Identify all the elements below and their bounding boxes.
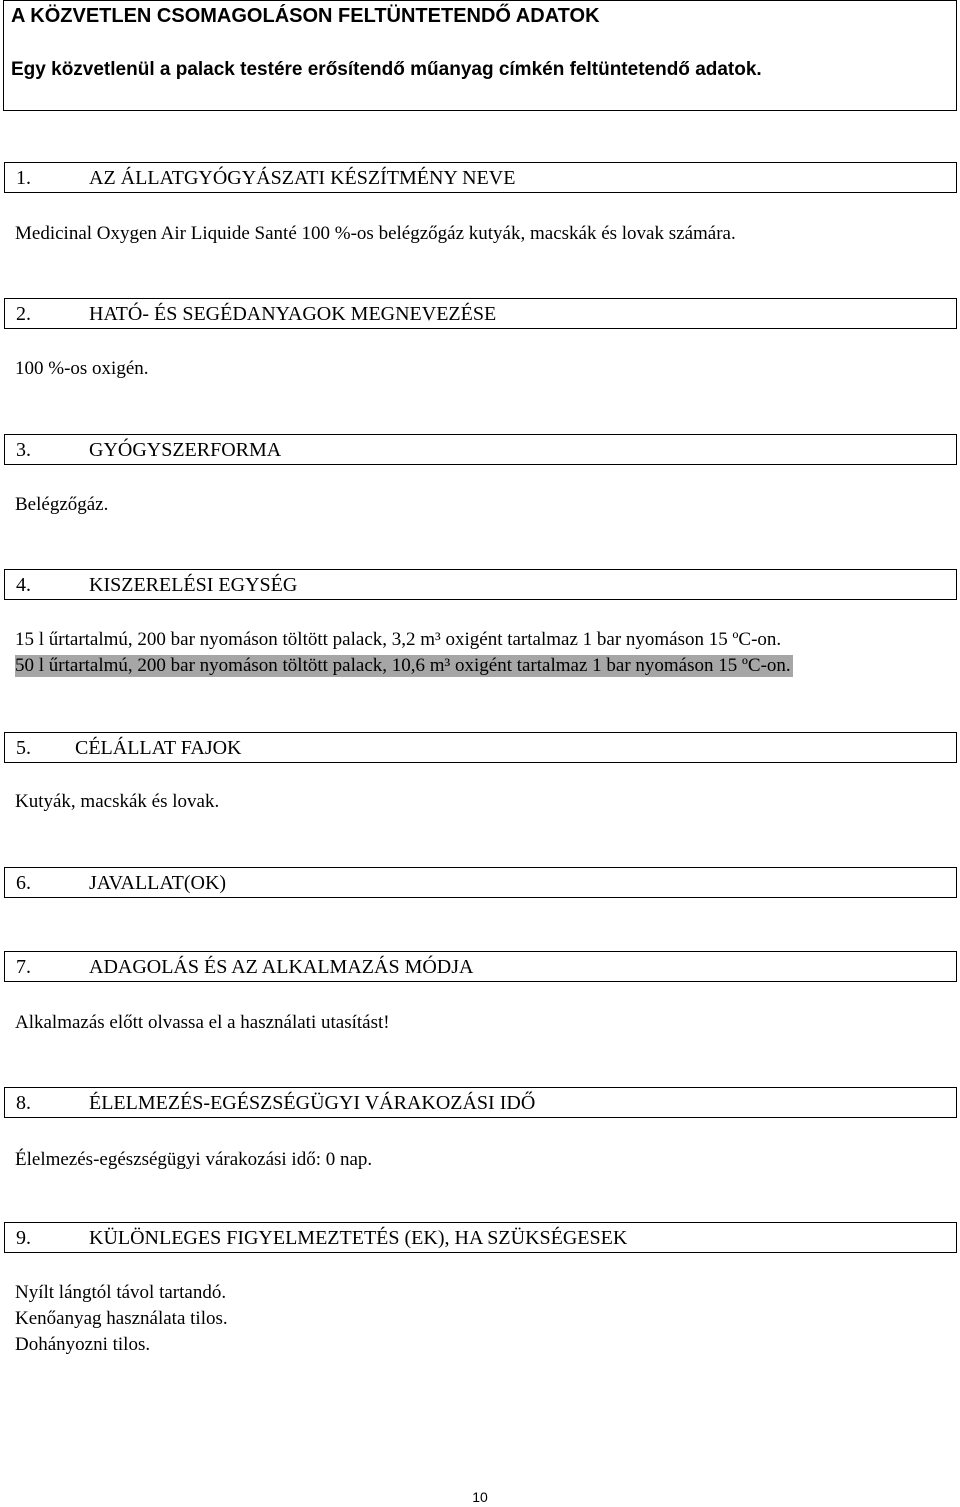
section-title: JAVALLAT(OK) [89, 872, 227, 894]
page-number: 10 [472, 1489, 488, 1505]
section-7-heading [4, 951, 957, 982]
section-8-text: Élelmezés-egészségügyi várakozási idő: 0 nap. [15, 1149, 373, 1170]
section-8-heading [4, 1087, 957, 1118]
section-title: GYÓGYSZERFORMA [89, 439, 282, 461]
section-3-heading [4, 434, 957, 465]
section-1-text: Medicinal Oxygen Air Liquide Santé 100 %-os belégzőgáz kutyák, macskák és lovak számára. [15, 223, 736, 244]
section-9-text-line-1: Nyílt lángtól távol tartandó. [15, 1282, 227, 1303]
section-number: 2. [16, 303, 31, 325]
section-3-text: Belégzőgáz. [15, 494, 109, 515]
section-title: ÉLELMEZÉS-EGÉSZSÉGÜGYI VÁRAKOZÁSI IDŐ [89, 1092, 536, 1114]
section-title: AZ ÁLLATGYÓGYÁSZATI KÉSZÍTMÉNY NEVE [89, 167, 516, 189]
document-subtitle: Egy közvetlenül a palack testére erősítendő műanyag címkén feltüntetendő adatok. [11, 59, 762, 80]
section-9-text-line-3: Dohányozni tilos. [15, 1334, 151, 1355]
section-5-heading [4, 732, 957, 763]
document-title: A KÖZVETLEN CSOMAGOLÁSON FELTÜNTETENDŐ ADATOK [11, 5, 600, 27]
section-4-text-line-1: 15 l űrtartalmú, 200 bar nyomáson töltött palack, 3,2 m³ oxigént tartalmaz 1 bar nyomáson 15 ºC-on. [15, 629, 782, 650]
section-5-text: Kutyák, macskák és lovak. [15, 791, 220, 812]
section-2-heading [4, 298, 957, 329]
section-6-heading [4, 867, 957, 898]
section-2-text: 100 %-os oxigén. [15, 358, 149, 379]
section-9-heading [4, 1222, 957, 1253]
section-number: 9. [16, 1227, 31, 1249]
section-4-text-line-2-highlighted: 50 l űrtartalmú, 200 bar nyomáson töltött palack, 10,6 m³ oxigént tartalmaz 1 bar nyomáson 15 ºC-on. [15, 655, 791, 676]
section-title: ADAGOLÁS ÉS AZ ALKALMAZÁS MÓDJA [89, 956, 474, 978]
section-7-text: Alkalmazás előtt olvassa el a használati utasítást! [15, 1012, 390, 1033]
section-number: 8. [16, 1092, 31, 1114]
section-1-heading [4, 162, 957, 193]
section-title: HATÓ- ÉS SEGÉDANYAGOK MEGNEVEZÉSE [89, 303, 497, 325]
section-number: 5. [16, 737, 31, 759]
section-9-text-line-2: Kenőanyag használata tilos. [15, 1308, 228, 1329]
section-number: 6. [16, 872, 31, 894]
section-number: 3. [16, 439, 31, 461]
section-number: 4. [16, 574, 31, 596]
section-4-heading [4, 569, 957, 600]
section-number: 7. [16, 956, 31, 978]
section-title: KISZERELÉSI EGYSÉG [89, 574, 298, 596]
section-title: KÜLÖNLEGES FIGYELMEZTETÉS (EK), HA SZÜKSÉGESEK [89, 1227, 628, 1249]
section-number: 1. [16, 167, 31, 189]
section-title: CÉLÁLLAT FAJOK [75, 737, 242, 759]
